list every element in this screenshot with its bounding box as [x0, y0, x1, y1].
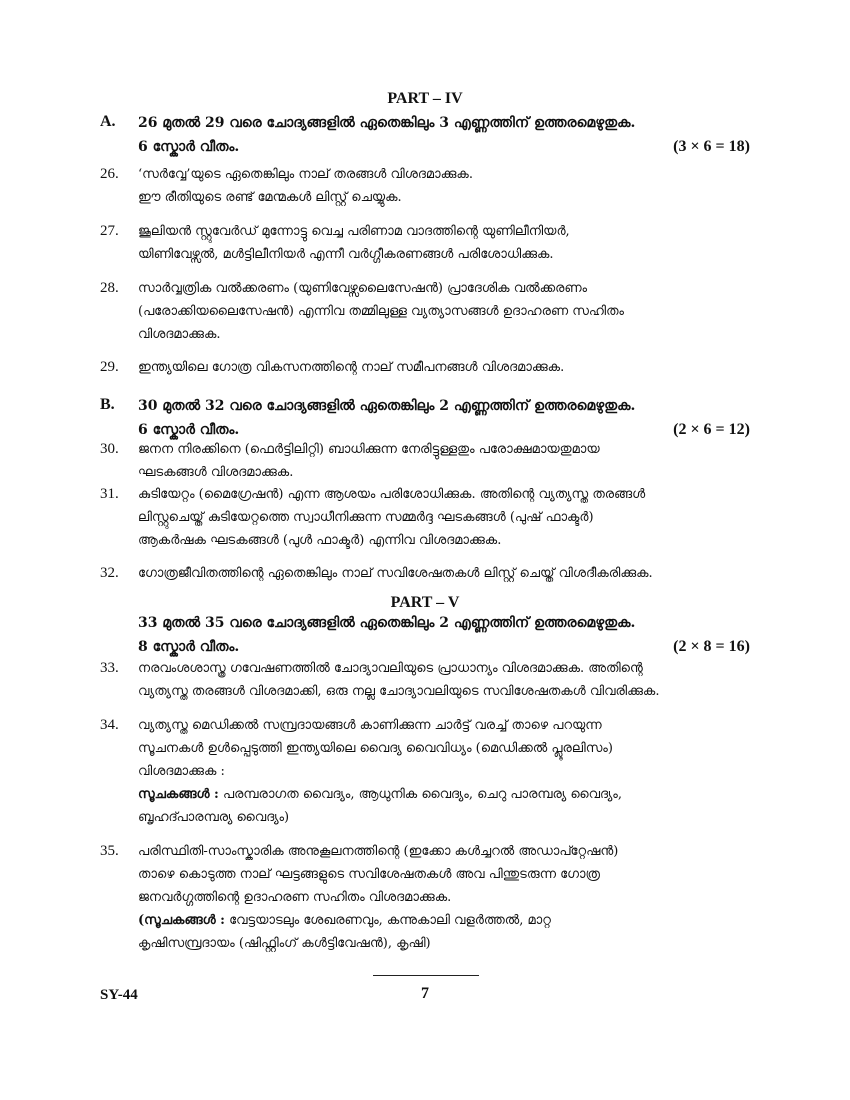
- question-line: (പരോക്കിയലൈസേഷൻ) എന്നിവ തമ്മിലുള്ള വ്യത്യാസങ്ങൾ ഉദാഹരണ സഹിതം: [138, 304, 624, 319]
- question-number: 28.: [100, 280, 119, 296]
- hint-text: കൃഷിസമ്പ്രദായം (ഷിഫ്റ്റിംഗ് കൾട്ടിവേഷൻ), കൃഷി): [138, 936, 431, 951]
- page-number: 7: [421, 985, 429, 1002]
- question-33: [100, 657, 750, 703]
- question-line: ആകർഷക ഘടകങ്ങൾ (പുൾ ഫാക്ടർ) എന്നിവ വിശദമാക്കുക.: [138, 533, 502, 548]
- question-line: പരിസ്ഥിതി-സാംസ്കാരിക അനുകൂലനത്തിന്റെ (ഇക്കോ കൾച്ചറൽ അഡാപ്റ്റേഷൻ): [138, 844, 619, 859]
- question-number: 26.: [100, 166, 119, 182]
- question-line: ജനന നിരക്കിനെ (ഫെർട്ടിലിറ്റി) ബാധിക്കുന്ന നേരിട്ടുള്ളതും പരോക്ഷമായതുമായ: [138, 442, 600, 457]
- section-b-instruction: [138, 394, 750, 442]
- question-line: ഈ രീതിയുടെ രണ്ട് മേന്മകൾ ലിസ്റ്റ് ചെയ്യുക.: [138, 190, 402, 205]
- question-line: സൂചനകൾ ഉൾപ്പെടുത്തി ഇന്ത്യയിലെ വൈദ്യ വൈവിധ്യം (മെഡിക്കൽ പ്ലൂരലിസം): [138, 741, 613, 756]
- question-line: വ്യത്യസ്ത തരങ്ങൾ വിശദമാക്കി, ഒരു നല്ല ചോദ്യാവലിയുടെ സവിശേഷതകൾ വിവരിക്കുക.: [138, 684, 660, 699]
- hint-label: സൂചകങ്ങൾ :: [138, 787, 219, 802]
- section-a-score-note: 6 സ്കോർ വീതം.: [138, 139, 240, 155]
- question-line: നരവംശശാസ്ത്ര ഗവേഷണത്തിൽ ചോദ്യാവലിയുടെ പ്രാധാന്യം വിശദമാക്കുക. അതിന്റെ: [138, 661, 643, 676]
- question-28: [100, 277, 750, 346]
- question-number: 31.: [100, 486, 119, 502]
- hint-text: പരമ്പരാഗത വൈദ്യം, ആധുനിക വൈദ്യം, ചെറു പാരമ്പര്യ വൈദ്യം,: [222, 787, 622, 802]
- question-number: 32.: [100, 565, 119, 581]
- question-line: ഗോത്രജീവിതത്തിന്റെ ഏതെങ്കിലും നാല് സവിശേഷതകൾ ലിസ്റ്റ് ചെയ്ത് വിശദീകരിക്കുക.: [138, 566, 653, 581]
- question-line: യിണിവേഴ്സൽ, മൾട്ടിലീനിയർ എന്നീ വർഗ്ഗീകരണങ്ങൾ പരിശോധിക്കുക.: [138, 247, 554, 262]
- question-number: 27.: [100, 223, 119, 239]
- part-v-title: PART – V: [390, 594, 460, 611]
- question-29: [100, 356, 750, 379]
- section-b-score-note: 6 സ്കോർ വീതം.: [138, 422, 240, 438]
- section-b-label: B.: [100, 396, 115, 413]
- section-a-instruction: [138, 111, 750, 159]
- hint-text: ബൃഹദ്പാരമ്പര്യ വൈദ്യം): [138, 810, 290, 825]
- question-line: ഇന്ത്യയിലെ ഗോത്ര വികസനത്തിന്റെ നാല് സമീപനങ്ങൾ വിശദമാക്കുക.: [138, 360, 565, 375]
- question-line: ജനവർഗ്ഗത്തിന്റെ ഉദാഹരണ സഹിതം വിശദമാക്കുക.: [138, 890, 452, 905]
- question-26: [100, 163, 750, 209]
- question-number: 34.: [100, 717, 119, 733]
- section-a-label: A.: [100, 113, 116, 130]
- footer-divider: [373, 975, 479, 976]
- question-line: ഘടകങ്ങൾ വിശദമാക്കുക.: [138, 465, 294, 480]
- section-b-instruction-text: 30 മുതൽ 32 വരെ ചോദ്യങ്ങളിൽ ഏതെങ്കിലും 2 എണ്ണത്തിന് ഉത്തരമെഴുതുക.: [138, 398, 636, 414]
- section-b-marks: (2 × 6 = 12): [673, 421, 750, 438]
- part-v-instruction: [138, 611, 750, 659]
- part-v-score-note: 8 സ്കോർ വീതം.: [138, 639, 240, 655]
- question-35: [100, 840, 750, 955]
- question-line: താഴെ കൊടുത്ത നാല് ഘട്ടങ്ങളുടെ സവിശേഷതകൾ അവ പിന്തുടരുന്ന ഗോത്ര: [138, 867, 600, 882]
- section-a-instruction-text: 26 മുതൽ 29 വരെ ചോദ്യങ്ങളിൽ ഏതെങ്കിലും 3 എണ്ണത്തിന് ഉത്തരമെഴുതുക.: [138, 115, 636, 131]
- question-line: വിശദമാക്കുക.: [138, 327, 221, 342]
- part-v-marks: (2 × 8 = 16): [673, 638, 750, 655]
- question-line: സാർവ്വത്രിക വൽക്കരണം (യുണിവേഴ്സലൈസേഷൻ) പ്രാദേശിക വൽക്കരണം: [138, 281, 588, 296]
- question-34: [100, 714, 750, 829]
- question-number: 35.: [100, 843, 119, 859]
- question-line: ലിസ്റ്റുചെയ്ത് കുടിയേറ്റത്തെ സ്വാധീനിക്കുന്ന സമ്മർദ്ദ ഘടകങ്ങൾ (പുഷ് ഫാക്ടർ): [138, 510, 594, 525]
- question-line: വിശദമാക്കുക :: [138, 764, 225, 779]
- section-a-marks: (3 × 6 = 18): [673, 138, 750, 155]
- question-number: 33.: [100, 660, 119, 676]
- question-line: ‘സർവ്വേ’യുടെ ഏതെങ്കിലും നാല് തരങ്ങൾ വിശദമാക്കുക.: [138, 167, 473, 182]
- question-line: വ്യത്യസ്ത മെഡിക്കൽ സമ്പ്രദായങ്ങൾ കാണിക്കുന്ന ചാർട്ട് വരച്ച് താഴെ പറയുന്ന: [138, 718, 602, 733]
- question-line: കുടിയേറ്റം (മൈഗ്രേഷൻ) എന്ന ആശയം പരിശോധിക്കുക. അതിന്റെ വ്യത്യസ്ത തരങ്ങൾ: [138, 487, 646, 502]
- question-31: [100, 483, 750, 552]
- part-iv-title: PART – IV: [387, 90, 463, 107]
- part-v-instruction-text: 33 മുതൽ 35 വരെ ചോദ്യങ്ങളിൽ ഏതെങ്കിലും 2 എണ്ണത്തിന് ഉത്തരമെഴുതുക.: [138, 615, 636, 631]
- hint-label: (സൂചകങ്ങൾ :: [138, 913, 225, 928]
- question-line: ജൂലിയൻ സ്റ്റുവേർഡ് മുന്നോട്ടു വെച്ച പരിണാമ വാദത്തിന്റെ യുണിലീനിയർ,: [138, 224, 570, 239]
- question-32: [100, 562, 750, 585]
- exam-code: SY-44: [100, 987, 138, 1003]
- hint-text: വേട്ടയാടലും ശേഖരണവും, കന്നുകാലി വളർത്തൽ, മാറ്റ: [229, 913, 551, 928]
- question-27: [100, 220, 750, 266]
- question-30: [100, 438, 750, 484]
- question-number: 29.: [100, 359, 119, 375]
- question-number: 30.: [100, 441, 119, 457]
